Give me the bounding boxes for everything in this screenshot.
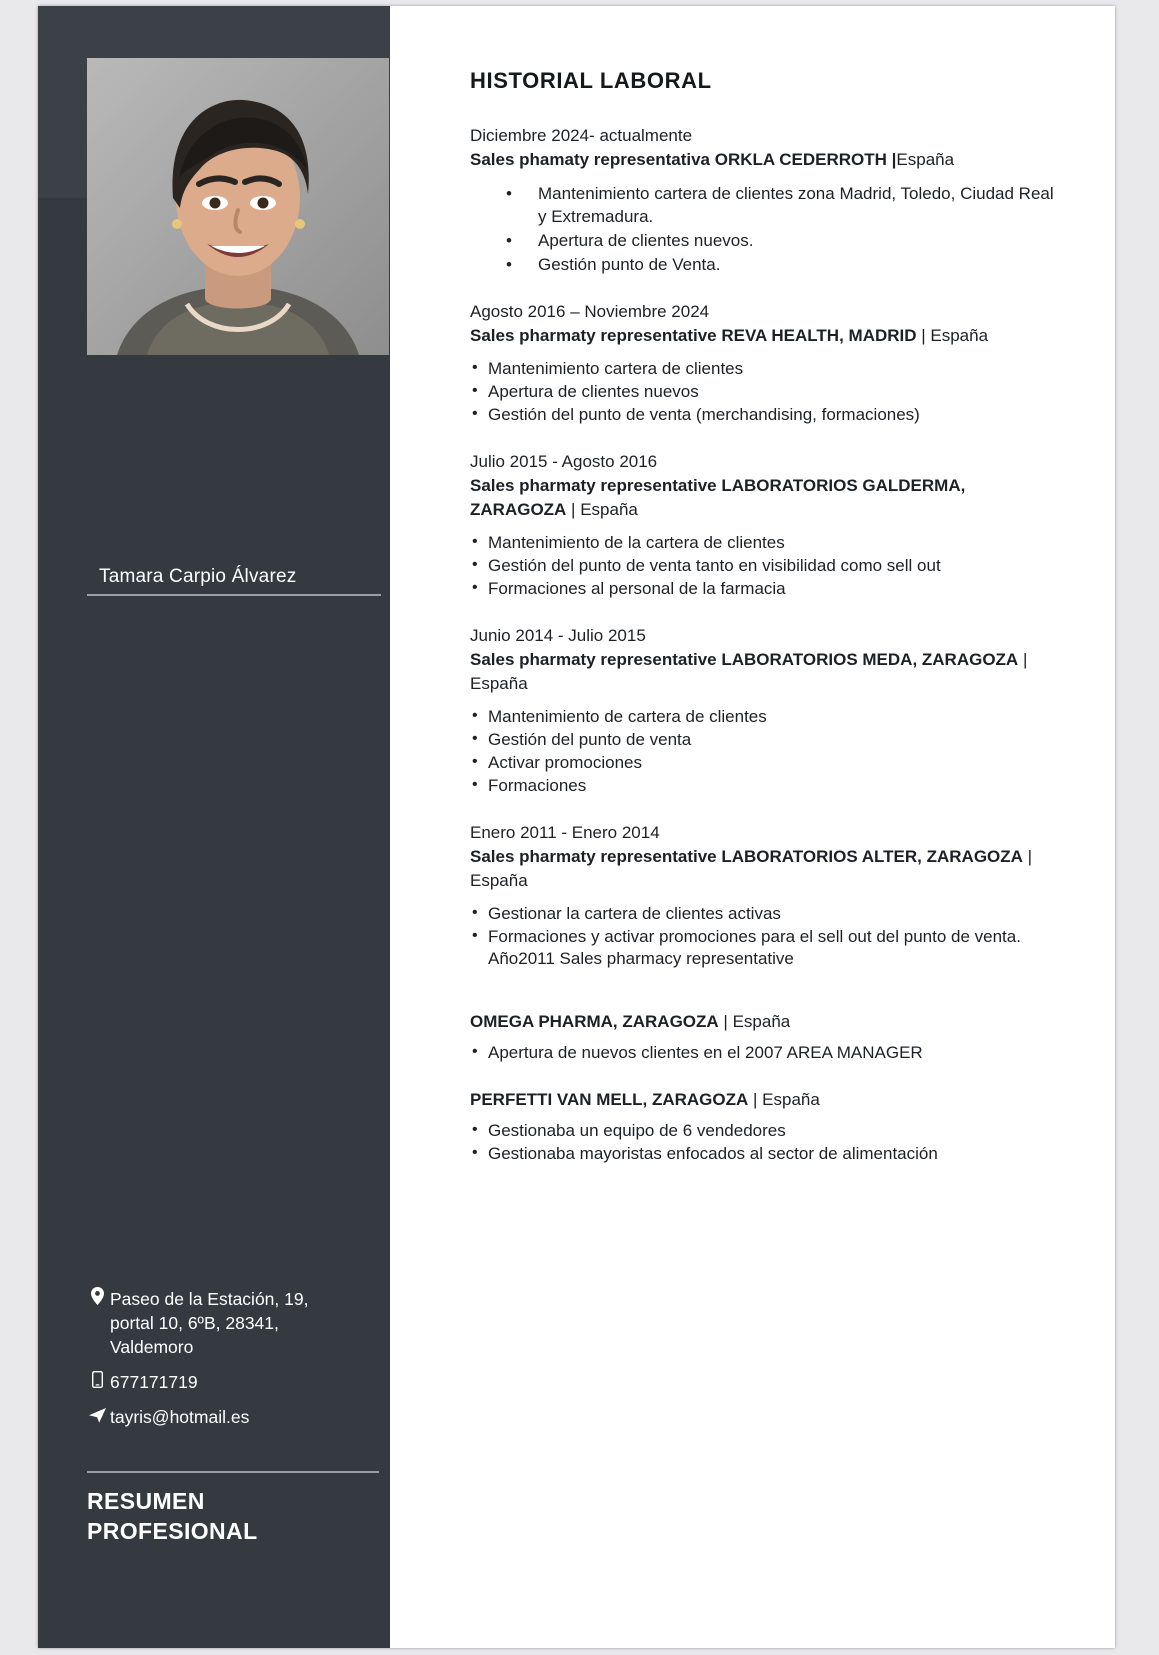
list-item: • Mantenimiento cartera de clientes zona Madrid, Toledo, Ciudad Real y Extremadura. — [538, 182, 1063, 228]
phone-value: 677171719 — [110, 1372, 198, 1392]
list-item: • Gestión del punto de venta — [470, 729, 1063, 751]
job-dates: Julio 2015 - Agosto 2016 — [470, 452, 658, 471]
company-entry — [470, 1090, 1063, 1165]
job-dates: Enero 2011 - Enero 2014 — [470, 823, 660, 842]
job-entry — [470, 823, 1063, 970]
job-bullets — [470, 706, 1063, 797]
job-entry — [470, 626, 1063, 797]
list-item: • Formaciones — [470, 775, 1063, 797]
job-title-bold: Sales pharmaty representative LABORATORIOS GALDERMA, ZARAGOZA — [470, 476, 966, 519]
job-dates: Agosto 2016 – Noviembre 2024 — [470, 302, 710, 321]
list-item: • Gestión punto de Venta. — [538, 253, 1063, 276]
list-item: • Mantenimiento cartera de clientes — [470, 358, 1063, 380]
company-name-bold: PERFETTI VAN MELL, ZARAGOZA — [470, 1090, 749, 1109]
list-item: • Formaciones al personal de la farmacia — [470, 578, 1063, 600]
list-item: • Apertura de clientes nuevos — [470, 381, 1063, 403]
portrait-photo-graphic — [87, 58, 389, 355]
company-name — [470, 1090, 1063, 1110]
company-name-bold: OMEGA PHARMA, ZARAGOZA — [470, 1012, 719, 1031]
contact-phone-row[interactable] — [84, 1370, 384, 1394]
list-item: • Apertura de nuevos clientes en el 2007 AREA MANAGER — [470, 1042, 1063, 1064]
contact-block — [84, 1287, 384, 1440]
job-title — [470, 648, 1063, 696]
sidebar-divider — [87, 1471, 379, 1473]
company-name — [470, 1012, 1063, 1032]
portrait-photo — [87, 58, 389, 355]
job-title — [470, 845, 1063, 893]
list-item: • Gestión del punto de venta tanto en visibilidad como sell out — [470, 555, 1063, 577]
list-item: • Mantenimiento de la cartera de clientes — [470, 532, 1063, 554]
list-item: • Gestión del punto de venta (merchandising, formaciones) — [470, 404, 1063, 426]
address-line-3: Valdemoro — [110, 1337, 194, 1357]
job-dates: Diciembre 2024- actualmente — [470, 126, 693, 145]
location-pin-icon — [84, 1287, 110, 1311]
job-entry — [470, 126, 1063, 276]
job-entry — [470, 452, 1063, 600]
company-country: | España — [748, 1090, 820, 1109]
sidebar-section-heading — [87, 1486, 387, 1546]
contact-email-row[interactable] — [84, 1405, 384, 1429]
company-bullets — [470, 1042, 1063, 1064]
send-icon — [84, 1405, 110, 1429]
list-item: • Mantenimiento de cartera de clientes — [470, 706, 1063, 728]
job-title-country: | España — [916, 326, 989, 345]
sidebar-section-heading-line2: PROFESIONAL — [87, 1518, 258, 1544]
sidebar-section-heading-line1: RESUMEN — [87, 1488, 205, 1514]
job-bullets — [470, 358, 1063, 426]
phone-icon — [84, 1370, 110, 1394]
name-block — [87, 566, 381, 596]
page-title: HISTORIAL LABORAL — [470, 68, 712, 93]
job-title — [470, 324, 1063, 348]
list-item: • Apertura de clientes nuevos. — [538, 229, 1063, 252]
spacer — [470, 996, 1063, 1012]
name-divider — [87, 594, 381, 596]
company-bullets — [470, 1120, 1063, 1165]
job-bullets — [470, 532, 1063, 600]
job-title — [470, 474, 1063, 522]
job-title-bold: Sales phamaty representativa ORKLA CEDERROTH | — [470, 150, 897, 169]
list-item: • Gestionaba mayoristas enfocados al sector de alimentación — [470, 1143, 1063, 1165]
job-dates: Junio 2014 - Julio 2015 — [470, 626, 646, 645]
sidebar — [38, 6, 390, 1648]
job-title-bold: Sales pharmaty representative LABORATORIOS ALTER, ZARAGOZA — [470, 847, 1023, 866]
email-value: tayris@hotmail.es — [110, 1407, 250, 1427]
job-bullets — [470, 903, 1063, 970]
list-item: • Activar promociones — [470, 752, 1063, 774]
job-title-bold: Sales pharmaty representative REVA HEALTH, MADRID — [470, 326, 917, 345]
contact-address-row — [84, 1287, 384, 1359]
list-item: • Gestionar la cartera de clientes activas — [470, 903, 1063, 925]
job-title-country: | España — [470, 847, 1033, 890]
job-title-country: | España — [566, 500, 638, 519]
company-entry — [470, 1012, 1063, 1064]
job-title-bold: Sales pharmaty representative LABORATORIOS MEDA, ZARAGOZA — [470, 650, 1019, 669]
contact-address — [110, 1287, 384, 1359]
job-bullets — [470, 182, 1063, 276]
job-title-country: España — [896, 150, 955, 169]
job-title — [470, 148, 1063, 172]
main-content — [390, 6, 1115, 1648]
candidate-name: Tamara Carpio Álvarez — [99, 566, 297, 587]
job-entry — [470, 302, 1063, 426]
address-line-2: portal 10, 6ºB, 28341, — [110, 1313, 279, 1333]
job-title-country: | España — [470, 650, 1028, 693]
company-country: | España — [718, 1012, 791, 1031]
address-line-1: Paseo de la Estación, 19, — [110, 1289, 309, 1309]
list-item: • Gestionaba un equipo de 6 vendedores — [470, 1120, 1063, 1142]
list-item: • Formaciones y activar promociones para el sell out del punto de venta. Año2011 Sales pharmacy representative — [470, 926, 1063, 970]
resume-page — [38, 6, 1115, 1648]
